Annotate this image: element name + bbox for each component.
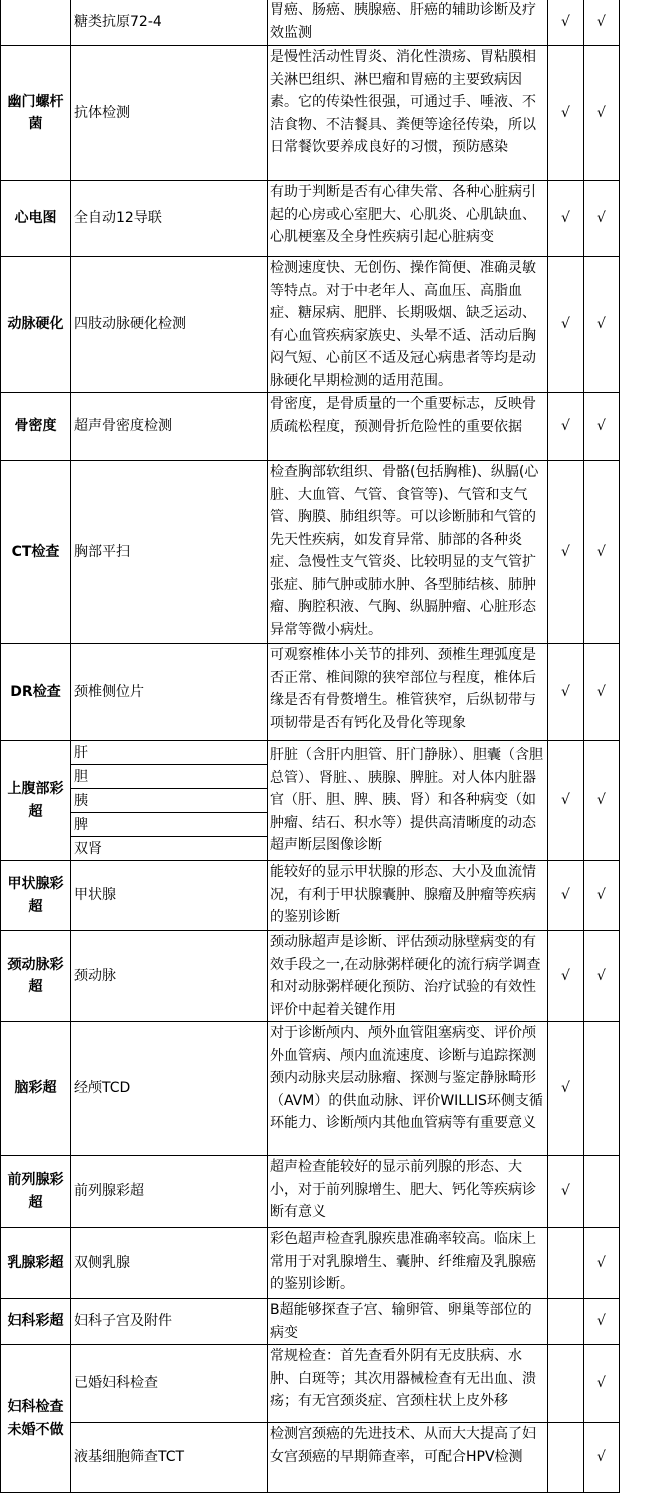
package-1-check: √	[548, 861, 584, 931]
description-cell: 检测宫颈癌的先进技术、从而大大提高了妇女宫颈癌的早期筛查率，可配合HPV检测	[268, 1423, 548, 1493]
description-cell: 有助于判断是否有心律失常、各种心脏病引起的心房或心室肥大、心肌炎、心肌缺血、心肌梗塞及全身性疾病引起心脏病变	[268, 181, 548, 257]
item-cell: 妇科子宫及附件	[71, 1299, 268, 1345]
table-row	[1, 257, 620, 393]
package-2-check: √	[584, 1345, 620, 1423]
category-cell: 妇科彩超	[1, 1299, 71, 1345]
package-2-check: √	[584, 1423, 620, 1493]
package-1-check	[548, 1423, 584, 1493]
table-row	[1, 181, 620, 257]
package-2-check: √	[584, 257, 620, 393]
category-cell: 幽门螺杆菌	[1, 46, 71, 181]
category-cell: 骨密度	[1, 393, 71, 461]
package-1-check: √	[548, 0, 584, 46]
table-row	[1, 1022, 620, 1156]
description-cell: 肝脏（含肝内胆管、肝门静脉）、胆囊（含胆总管）、肾脏、、胰腺、脾脏。对人体内脏器官（肝、胆、脾、胰、肾）和各种病变（如肿瘤、结石、积水等）提供高清晰度的动态超声断层图像诊断	[268, 741, 548, 861]
package-2-check: √	[584, 1299, 620, 1345]
item-cell: 胸部平扫	[71, 461, 268, 644]
item-cell: 四肢动脉硬化检测	[71, 257, 268, 393]
table-row	[1, 46, 620, 181]
package-1-check: √	[548, 931, 584, 1022]
table-row	[1, 0, 620, 46]
package-2-check: √	[584, 46, 620, 181]
item-cell: 颈椎侧位片	[71, 644, 268, 741]
table-row	[1, 1345, 620, 1423]
table-row	[1, 1156, 620, 1228]
description-cell: 胃癌、肠癌、胰腺癌、肝癌的辅助诊断及疗效监测	[268, 0, 548, 46]
category-cell	[1, 0, 71, 46]
table-row	[1, 931, 620, 1022]
sub-item-cell: 肝	[71, 741, 268, 765]
category-cell: CT检查	[1, 461, 71, 644]
sub-item-cell: 胰	[71, 789, 268, 813]
table-row	[1, 861, 620, 931]
category-cell: 甲状腺彩超	[1, 861, 71, 931]
category-cell: 上腹部彩超	[1, 741, 71, 861]
package-1-check: √	[548, 46, 584, 181]
sub-item-cell: 双肾	[71, 837, 268, 861]
description-cell: 可观察椎体小关节的排列、颈椎生理弧度是否正常、椎间隙的狭窄部位与程度，椎体后缘是否有骨赘增生。椎管狭窄，后纵韧带与项韧带是否有钙化及骨化等现象	[268, 644, 548, 741]
description-cell: 能较好的显示甲状腺的形态、大小及血流情况，有利于甲状腺囊肿、腺瘤及肿瘤等疾病的鉴别诊断	[268, 861, 548, 931]
table-row	[1, 1228, 620, 1299]
package-2-check: √	[584, 931, 620, 1022]
sub-item-cell: 脾	[71, 813, 268, 837]
package-2-check: √	[584, 1228, 620, 1299]
description-cell: B超能够探查子宫、输卵管、卵巢等部位的病变	[268, 1299, 548, 1345]
item-cell: 抗体检测	[71, 46, 268, 181]
category-cell: 乳腺彩超	[1, 1228, 71, 1299]
table-row	[1, 644, 620, 741]
item-cell: 经颅TCD	[71, 1022, 268, 1156]
category-cell: 心电图	[1, 181, 71, 257]
description-cell: 是慢性活动性胃炎、消化性溃疡、胃粘膜相关淋巴组织、淋巴瘤和胃癌的主要致病因素。它的传染性很强，可通过手、唾液、不洁食物、不洁餐具、粪便等途径传染，所以日常餐饮要养成良好的习惯，预防感染	[268, 46, 548, 181]
item-cell: 糖类抗原72-4	[71, 0, 268, 46]
package-1-check: √	[548, 181, 584, 257]
package-1-check: √	[548, 1022, 584, 1156]
table-row	[1, 393, 620, 461]
item-cell: 超声骨密度检测	[71, 393, 268, 461]
package-1-check	[548, 1228, 584, 1299]
package-2-check: √	[584, 741, 620, 861]
description-cell: 检测速度快、无创伤、操作简便、准确灵敏等特点。对于中老年人、高血压、高脂血症、糖尿病、肥胖、长期吸烟、缺乏运动、有心血管疾病家族史、头晕不适、活动后胸闷气短、心前区不适及冠心病患者等均是动脉硬化早期检测的适用范围。	[268, 257, 548, 393]
category-cell: 妇科检查未婚不做	[1, 1345, 71, 1493]
table-row	[1, 461, 620, 644]
item-cell: 双侧乳腺	[71, 1228, 268, 1299]
description-cell: 常规检查：首先查看外阴有无皮肤病、水肿、白斑等；其次用器械检查有无出血、溃疡；有无宫颈炎症、宫颈柱状上皮外移	[268, 1345, 548, 1423]
package-2-check: √	[584, 393, 620, 461]
description-cell: 超声检查能较好的显示前列腺的形态、大小，对于前列腺增生、肥大、钙化等疾病诊断有意义	[268, 1156, 548, 1228]
package-2-check	[584, 1022, 620, 1156]
package-1-check: √	[548, 1156, 584, 1228]
description-cell: 对于诊断颅内、颅外血管阻塞病变、评价颅外血管病、颅内血流速度、诊断与追踪探测颈内动脉夹层动脉瘤、探测与鉴定静脉畸形（AVM）的供血动脉、评价WILLIS环侧支循环能力、诊断颅内其他血管病等有重要意义	[268, 1022, 548, 1156]
package-1-check: √	[548, 393, 584, 461]
item-cell: 颈动脉	[71, 931, 268, 1022]
item-cell: 前列腺彩超	[71, 1156, 268, 1228]
package-1-check: √	[548, 461, 584, 644]
package-1-check	[548, 1345, 584, 1423]
sub-item-cell: 胆	[71, 765, 268, 789]
package-1-check	[548, 1299, 584, 1345]
table-row	[1, 1423, 620, 1493]
package-1-check: √	[548, 644, 584, 741]
description-cell: 彩色超声检查乳腺疾患准确率较高。临床上常用于对乳腺增生、囊肿、纤维瘤及乳腺癌的鉴别诊断。	[268, 1228, 548, 1299]
package-2-check: √	[584, 461, 620, 644]
package-1-check: √	[548, 257, 584, 393]
package-2-check: √	[584, 181, 620, 257]
description-cell: 骨密度，是骨质量的一个重要标志，反映骨质疏松程度，预测骨折危险性的重要依据	[268, 393, 548, 461]
package-2-check	[584, 1156, 620, 1228]
category-cell: 前列腺彩超	[1, 1156, 71, 1228]
description-cell: 颈动脉超声是诊断、评估颈动脉壁病变的有效手段之一,在动脉粥样硬化的流行病学调查和对动脉粥样硬化预防、治疗试验的有效性评价中起着关键作用	[268, 931, 548, 1022]
package-2-check: √	[584, 861, 620, 931]
category-cell: DR检查	[1, 644, 71, 741]
table-row	[1, 1299, 620, 1345]
table-row	[1, 741, 620, 765]
category-cell: 颈动脉彩超	[1, 931, 71, 1022]
item-cell: 液基细胞筛查TCT	[71, 1423, 268, 1493]
category-cell: 动脉硬化	[1, 257, 71, 393]
package-2-check: √	[584, 0, 620, 46]
package-1-check: √	[548, 741, 584, 861]
item-cell: 甲状腺	[71, 861, 268, 931]
item-cell: 全自动12导联	[71, 181, 268, 257]
category-cell: 脑彩超	[1, 1022, 71, 1156]
description-cell: 检查胸部软组织、骨骼(包括胸椎)、纵膈(心脏、大血管、气管、食管等)、气管和支气管、胸膜、肺组织等。可以诊断肺和气管的先天性疾病，如发育异常、肺部的各种炎症、急慢性支气管炎、比较明显的支气管扩张症、肺气肿或肺水肿、各型肺结核、肺肿瘤、胸腔积液、气胸、纵膈肿瘤、心脏形态异常等微小病灶。	[268, 461, 548, 644]
package-2-check: √	[584, 644, 620, 741]
item-cell: 已婚妇科检查	[71, 1345, 268, 1423]
